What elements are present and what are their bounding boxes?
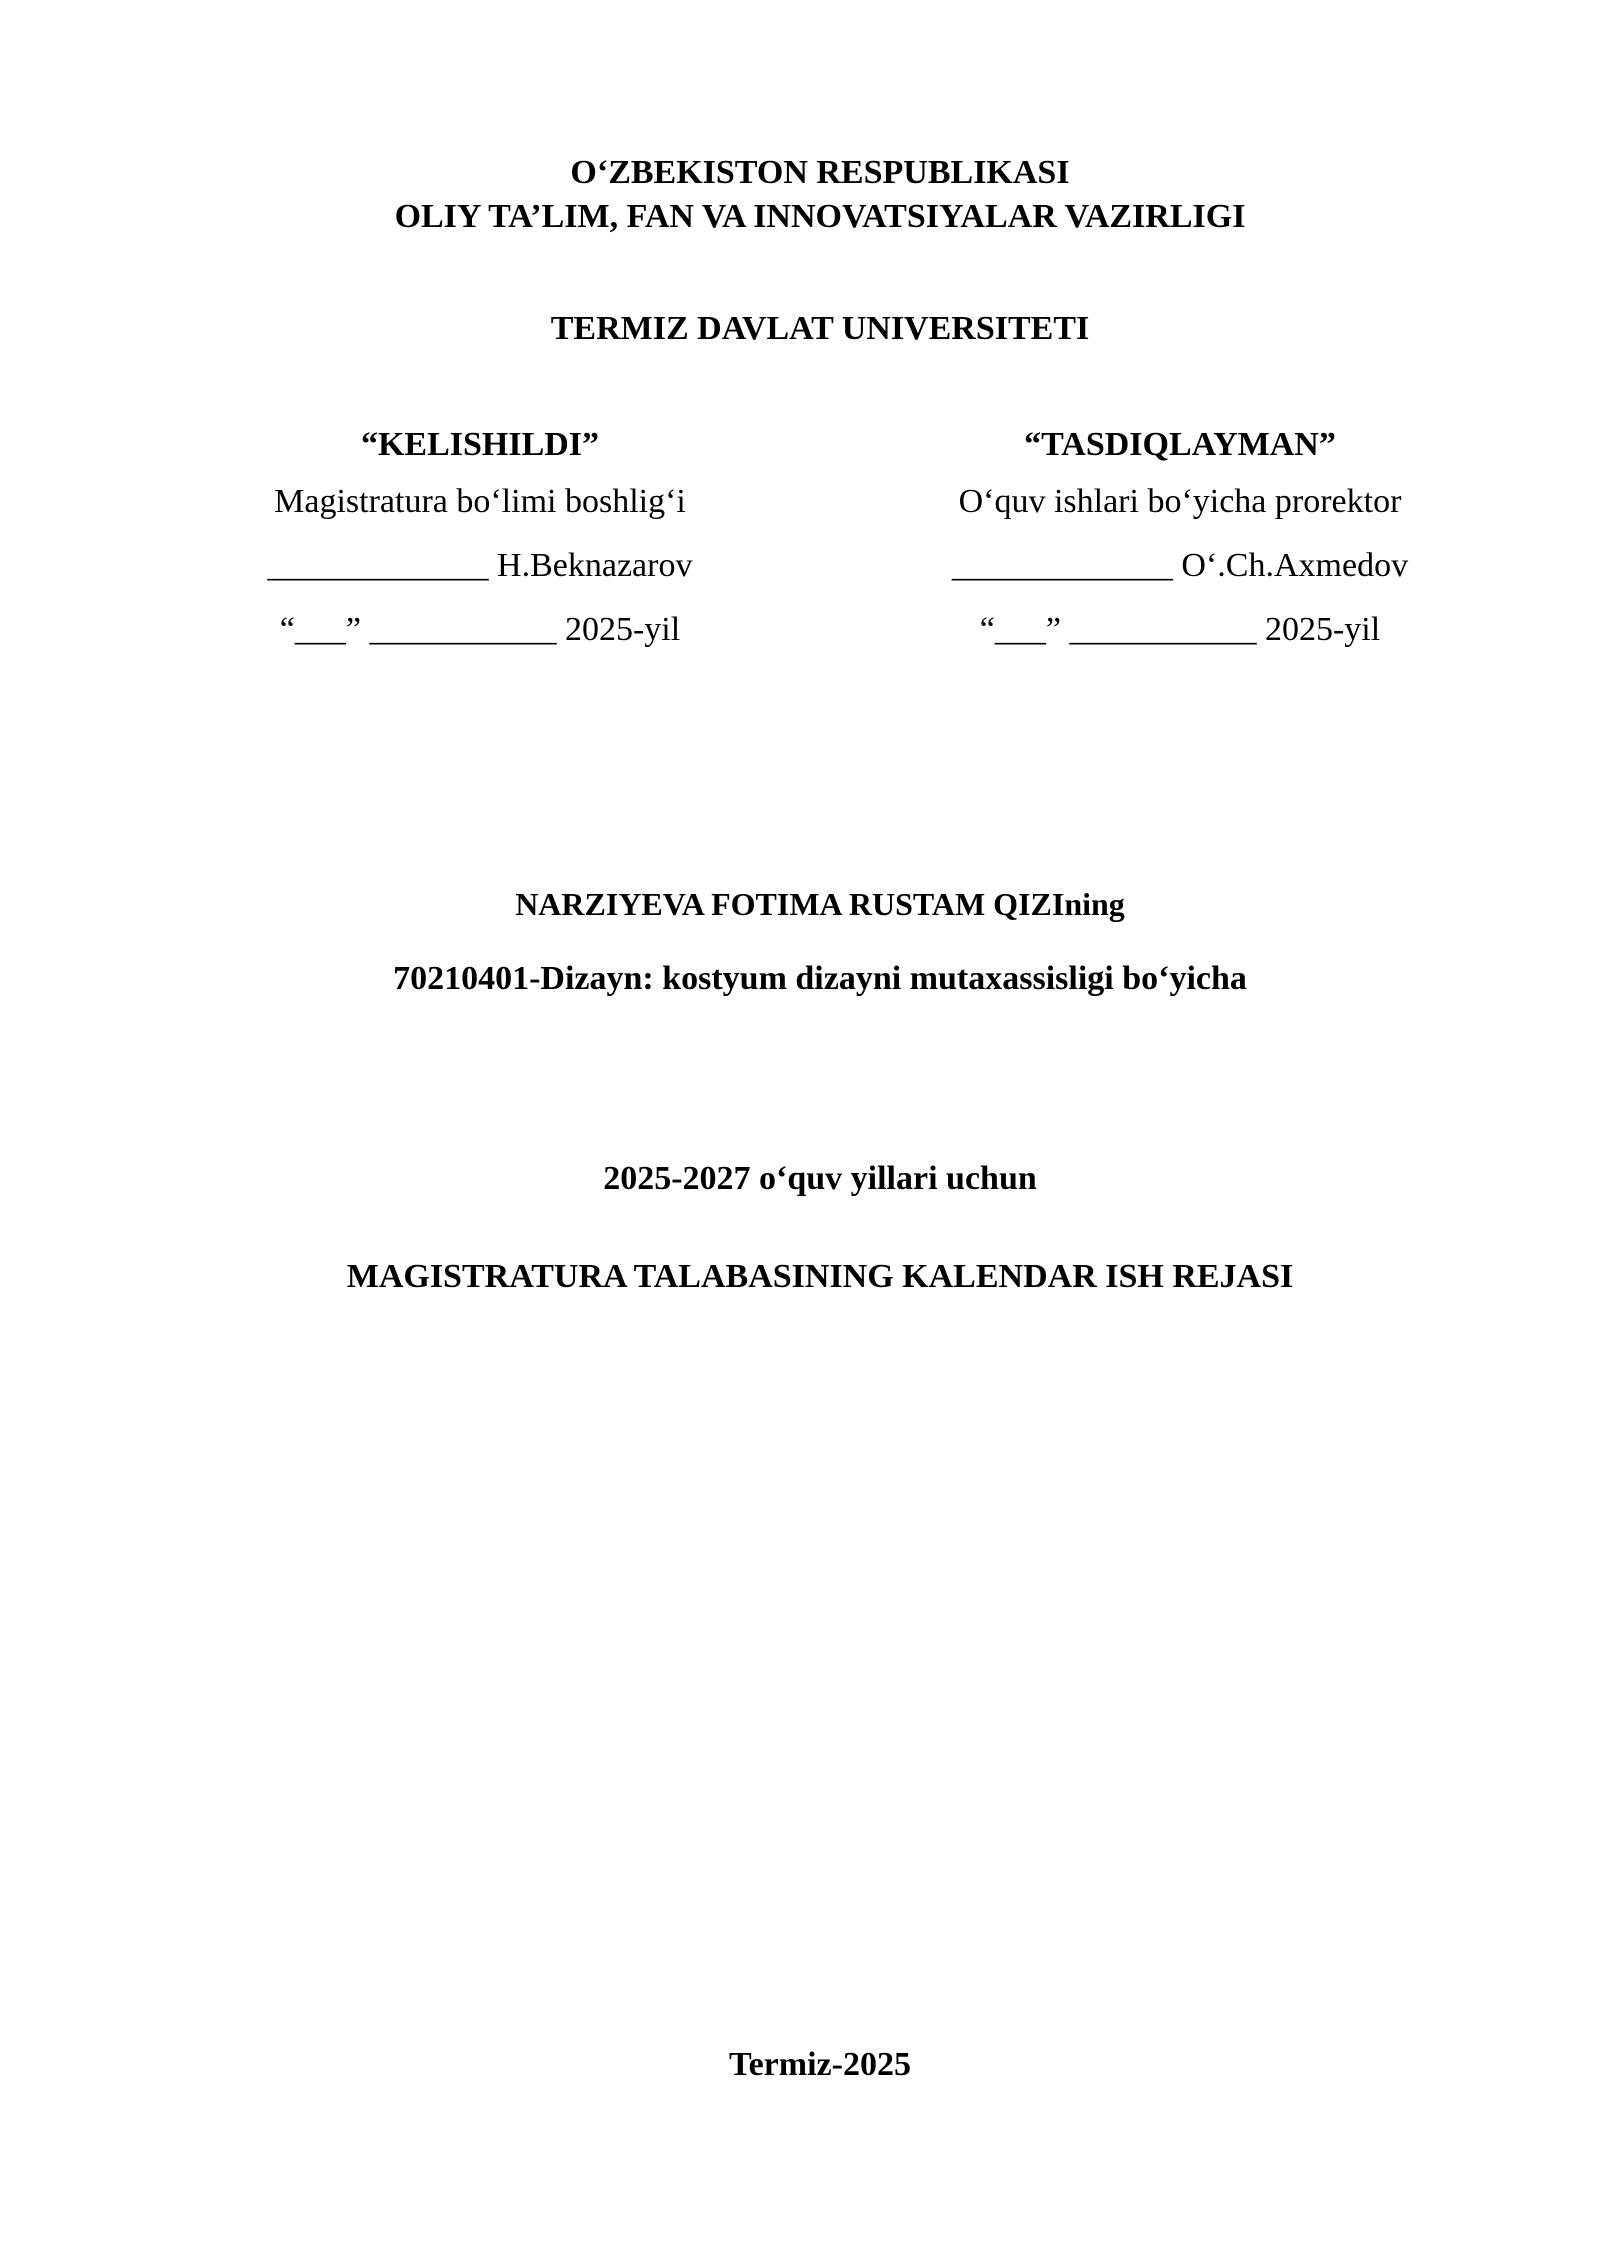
approval-block-agreed [230,420,730,662]
approved-signature: _____________ O‘.Ch.Axmedov [951,547,1409,584]
university-name: TERMIZ DAVLAT UNIVERSITETI [550,310,1090,347]
student-specialty: 70210401-Dizayn: kostyum dizayni mutaxassisligi bo‘yicha [393,960,1247,997]
approved-date: “___” ___________ 2025-yil [979,611,1381,648]
approval-block-approved [900,420,1460,662]
approved-title: “TASDIQLAYMAN” [1024,426,1336,463]
student-name: NARZIYEVA FOTIMA RUSTAM QIZIning [515,886,1125,922]
agreed-signature: _____________ H.Beknazarov [267,547,693,584]
ministry-name-line: OLIY TA’LIM, FAN VA INNOVATSIYALAR VAZIRLIGI [394,198,1246,235]
approved-position: O‘quv ishlari bo‘yicha prorektor [958,483,1402,520]
ministry-country-line: O‘ZBEKISTON RESPUBLIKASI [570,154,1070,191]
place-and-year: Termiz-2025 [729,2046,911,2083]
agreed-title: “KELISHILDI” [360,426,600,463]
plan-title: MAGISTRATURA TALABASINING KALENDAR ISH REJASI [346,1258,1294,1295]
agreed-position: Magistratura bo‘limi boshlig‘i [274,483,686,520]
academic-years: 2025-2027 o‘quv yillari uchun [603,1160,1037,1197]
agreed-date: “___” ___________ 2025-yil [279,611,681,648]
